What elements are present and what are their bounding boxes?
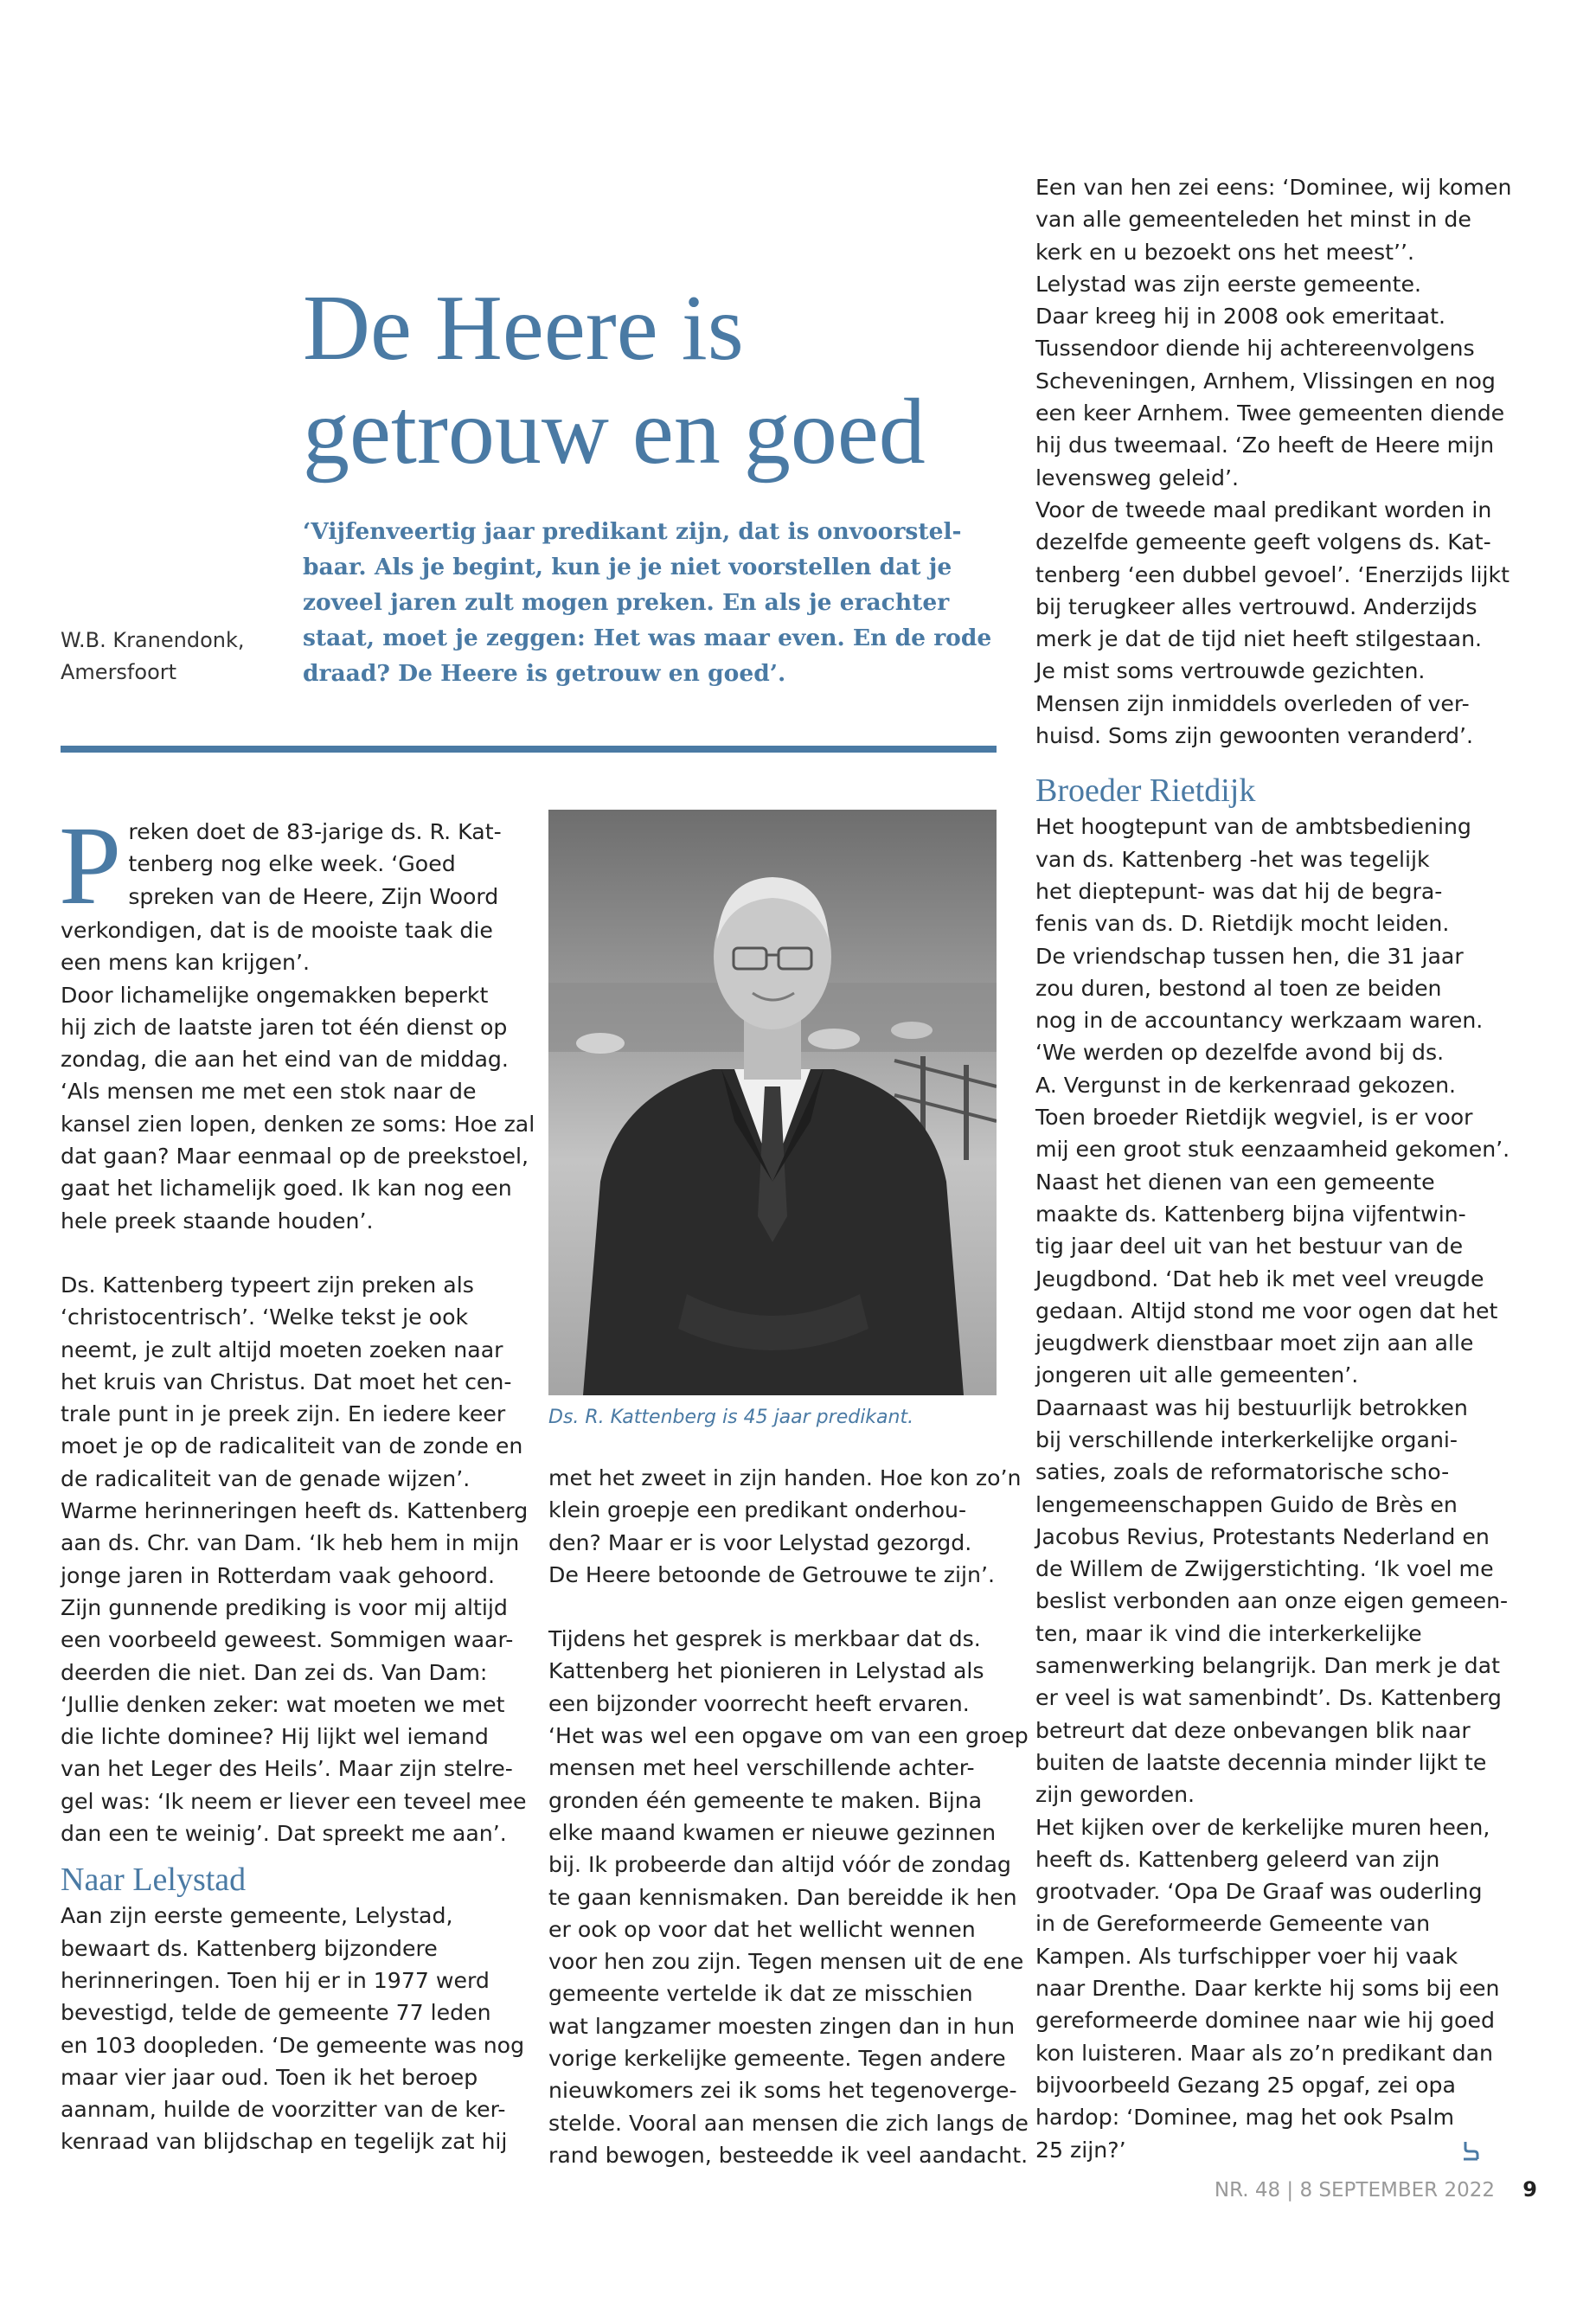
text-line: in de Gereformeerde Gemeente van xyxy=(1035,1911,1431,1937)
col1-paragraph-a xyxy=(61,914,535,1237)
intro-lines xyxy=(59,804,528,928)
text-line: gronden één gemeente te maken. Bijna xyxy=(548,1787,983,1813)
text-line: hardop: ‘Dominee, mag het ook Psalm xyxy=(1035,2105,1455,2131)
text-line: fenis van ds. D. Rietdijk mocht leiden. xyxy=(1035,911,1450,937)
lead-line: ‘Vijfenveertig jaar predikant zijn, dat is onvoorstel- xyxy=(303,518,962,545)
column-1 xyxy=(59,804,535,2158)
text-line: gereformeerde dominee naar wie hij goed xyxy=(1035,2008,1495,2034)
text-line: gel was: ‘Ik neem er liever een teveel mee xyxy=(61,1788,527,1814)
text-line: samenwerking belangrijk. Dan merk je dat xyxy=(1035,1653,1500,1679)
text-line: een voorbeeld geweest. Sommigen waar- xyxy=(61,1627,514,1653)
text-line: kansel zien lopen, denken ze soms: Hoe zal xyxy=(61,1111,535,1137)
photo-caption: Ds. R. Kattenberg is 45 jaar predikant. xyxy=(548,1407,914,1428)
author-name: W.B. Kranendonk, xyxy=(61,628,245,652)
text-line: Kattenberg het pionieren in Lelystad als xyxy=(548,1658,984,1684)
text-line: De Heere betoonde de Getrouwe te zijn’. xyxy=(548,1561,995,1587)
title-line: getrouw en goed xyxy=(303,381,926,484)
page-number: 9 xyxy=(1522,2177,1537,2202)
text-line: Kampen. Als turfschipper voer hij vaak xyxy=(1035,1943,1458,1969)
portrait-photo xyxy=(548,810,997,1395)
text-line: Daarnaast was hij bestuurlijk betrokken xyxy=(1035,1394,1468,1420)
text-line: een bijzonder voorrecht heeft ervaren. xyxy=(548,1690,970,1716)
text-line: herinneringen. Toen hij er in 1977 werd xyxy=(61,1967,490,1993)
text-line: zondag, die aan het eind van de middag. xyxy=(61,1047,509,1073)
text-line: te gaan kennismaken. Dan bereidde ik hen xyxy=(548,1884,1017,1910)
text-line: spreken van de Heere, Zijn Woord xyxy=(128,883,499,909)
text-line: het kruis van Christus. Dat moet het cen- xyxy=(61,1368,512,1394)
text-line: ‘Het was wel een opgave om van een groep xyxy=(548,1723,1029,1749)
text-line: tenberg ‘een dubbel gevoel’. ‘Enerzijds lijkt xyxy=(1035,561,1509,587)
header-divider xyxy=(61,746,997,753)
text-line: hij dus tweemaal. ‘Zo heeft de Heere mijn xyxy=(1035,433,1495,458)
text-line: levensweg geleid’. xyxy=(1035,465,1240,490)
text-line: Daar kreeg hij in 2008 ook emeritaat. xyxy=(1035,304,1445,330)
text-line: die lichte dominee? Hij lijkt wel iemand xyxy=(61,1724,489,1750)
text-line: ‘Jullie denken zeker: wat moeten we met xyxy=(61,1691,505,1717)
text-line: Het kijken over de kerkelijke muren heen, xyxy=(1035,1814,1490,1840)
text-line: er veel is wat samenbindt’. Ds. Kattenberg xyxy=(1035,1685,1502,1711)
text-line: bij. Ik probeerde dan altijd vóór de zondag xyxy=(548,1852,1011,1878)
text-line: tenberg nog elke week. ‘Goed xyxy=(128,851,456,877)
column-2 xyxy=(548,1462,1029,2171)
text-line: merk je dat de tijd niet heeft stilgestaan. xyxy=(1035,626,1483,652)
text-line: zou duren, bestond al toen ze beiden xyxy=(1035,975,1442,1001)
text-line: ‘We werden op dezelfde avond bij ds. xyxy=(1035,1040,1445,1066)
text-line: dat gaan? Maar eenmaal op de preekstoel, xyxy=(61,1144,529,1170)
text-line: van ds. Kattenberg -het was tegelijk xyxy=(1035,846,1430,872)
text-line: maar vier jaar oud. Toen ik het beroep xyxy=(61,2064,478,2090)
lead-line: staat, moet je zeggen: Het was maar even. En de rode xyxy=(303,625,992,651)
text-line: hele preek staande houden’. xyxy=(61,1208,374,1234)
text-line: het dieptepunt- was dat hij de begra- xyxy=(1035,878,1443,904)
text-line: neemt, je zult altijd moeten zoeken naar xyxy=(61,1336,503,1362)
text-line: moet je op de radicaliteit van de zonde en xyxy=(61,1433,523,1459)
text-line: jeugdwerk dienstbaar moet zijn aan alle xyxy=(1035,1330,1474,1356)
text-line: maakte ds. Kattenberg bijna vijfentwin- xyxy=(1035,1201,1466,1227)
text-line: stelde. Vooral aan mensen die zich langs de xyxy=(548,2110,1029,2136)
text-line: 25 zijn?’ xyxy=(1035,2137,1126,2163)
text-line: aannam, huilde de voorzitter van de ker- xyxy=(61,2097,506,2123)
text-line: huisd. Soms zijn gewoonten veranderd’. xyxy=(1035,723,1474,749)
text-line: bewaart ds. Kattenberg bijzondere xyxy=(61,1935,438,1961)
text-line: nieuwkomers zei ik soms het tegenoverge- xyxy=(548,2078,1017,2104)
text-line: grootvader. ‘Opa De Graaf was ouderling xyxy=(1035,1879,1483,1905)
text-line: ten, maar ik vind die interkerkelijke xyxy=(1035,1620,1422,1646)
article-title xyxy=(303,277,1029,484)
text-line: mij een groot stuk eenzaamheid gekomen’. xyxy=(1035,1137,1510,1163)
portrait-illustration xyxy=(548,810,997,1395)
text-line: reken doet de 83-jarige ds. R. Kat- xyxy=(128,819,502,844)
text-line: Tussendoor diende hij achtereenvolgens xyxy=(1035,336,1475,362)
text-line: wat langzamer moesten zingen dan in hun xyxy=(548,2013,1016,2039)
text-line: een mens kan krijgen’. xyxy=(61,950,311,976)
text-line: kenraad van blijdschap en tegelijk zat hij xyxy=(61,2129,508,2155)
text-line: met het zweet in zijn handen. Hoe kon zo’n xyxy=(548,1465,1022,1490)
text-line: dan een te weinig’. Dat spreekt me aan’. xyxy=(61,1821,507,1847)
text-line: jongeren uit alle gemeenten’. xyxy=(1035,1362,1359,1388)
text-line: Ds. Kattenberg typeert zijn preken als xyxy=(61,1272,474,1298)
col1-paragraph-c xyxy=(61,1900,528,2157)
text-line: van het Leger des Heils’. Maar zijn stelre- xyxy=(61,1756,513,1782)
text-line: Zijn gunnende prediking is voor mij altijd xyxy=(61,1594,508,1620)
col2-paragraph-b xyxy=(548,1623,1029,2171)
text-line: Een van hen zei eens: ‘Dominee, wij komen xyxy=(1035,175,1512,200)
text-line: mensen met heel verschillende achter- xyxy=(548,1755,975,1781)
text-line: naar Drenthe. Daar kerkte hij soms bij een xyxy=(1035,1976,1500,2002)
col3-paragraph-b xyxy=(1035,811,1510,2165)
text-line: dezelfde gemeente geeft volgens ds. Kat- xyxy=(1035,529,1491,555)
lead-line: baar. Als je begint, kun je je niet voorstellen dat je xyxy=(303,554,952,580)
text-line: Mensen zijn inmiddels overleden of ver- xyxy=(1035,690,1470,716)
text-line: Voor de tweede maal predikant worden in xyxy=(1035,497,1492,522)
text-line: voor hen zou zijn. Tegen mensen uit de ene xyxy=(548,1949,1024,1975)
text-line: den? Maar er is voor Lelystad gezorgd. xyxy=(548,1529,972,1555)
text-line: De vriendschap tussen hen, die 31 jaar xyxy=(1035,943,1464,969)
text-line: betreurt dat deze onbevangen blik naar xyxy=(1035,1717,1471,1743)
text-line: rand bewogen, besteedde ik veel aandacht. xyxy=(548,2142,1029,2168)
text-line: trale punt in je preek zijn. En iedere keer xyxy=(61,1401,506,1427)
text-line: klein groepje een predikant onderhou- xyxy=(548,1497,967,1523)
text-line: deerden die niet. Dan zei ds. Van Dam: xyxy=(61,1659,488,1685)
section-heading-lelystad: Naar Lelystad xyxy=(61,1862,247,1899)
text-line: bevestigd, telde de gemeente 77 leden xyxy=(61,2000,491,2026)
text-line: vorige kerkelijke gemeente. Tegen andere xyxy=(548,2046,1006,2072)
text-line: zijn geworden. xyxy=(1035,1782,1195,1808)
text-line: kerk en u bezoekt ons het meest’’. xyxy=(1035,239,1415,265)
text-line: Lelystad was zijn eerste gemeente. xyxy=(1035,271,1421,297)
text-line: en 103 doopleden. ‘De gemeente was nog xyxy=(61,2032,525,2058)
text-line: tig jaar deel uit van het bestuur van de xyxy=(1035,1234,1464,1259)
text-line: de radicaliteit van de genade wijzen’. xyxy=(61,1465,471,1491)
title-line: De Heere is xyxy=(303,277,744,380)
col3-paragraph-a xyxy=(1035,171,1512,752)
text-line: buiten de laatste decennia minder lijkt te xyxy=(1035,1749,1487,1775)
text-line: gaat het lichamelijk goed. Ik kan nog een xyxy=(61,1176,512,1202)
text-line: Aan zijn eerste gemeente, Lelystad, xyxy=(61,1903,453,1929)
text-line: saties, zoals de reformatorische scho- xyxy=(1035,1459,1450,1485)
text-line: ‘Als mensen me met een stok naar de xyxy=(61,1079,477,1105)
drop-cap: P xyxy=(59,804,122,928)
text-line: Het hoogtepunt van de ambtsbediening xyxy=(1035,814,1471,840)
text-line: een keer Arnhem. Twee gemeenten diende xyxy=(1035,401,1505,426)
text-line: gedaan. Altijd stond me voor ogen dat het xyxy=(1035,1298,1498,1324)
text-line: Je mist soms vertrouwde gezichten. xyxy=(1035,658,1426,684)
text-line: heeft ds. Kattenberg geleerd van zijn xyxy=(1035,1846,1440,1872)
text-line: aan ds. Chr. van Dam. ‘Ik heb hem in mijn xyxy=(61,1530,520,1556)
text-line: jonge jaren in Rotterdam vaak gehoord. xyxy=(61,1562,495,1588)
author-location: Amersfoort xyxy=(61,660,177,684)
text-line: Warme herinneringen heeft ds. Kattenberg xyxy=(61,1498,529,1524)
text-line: Toen broeder Rietdijk wegviel, is er voor xyxy=(1035,1105,1473,1131)
text-line: lengemeenschappen Guido de Brès en xyxy=(1035,1491,1458,1517)
text-line: Tijdens het gesprek is merkbaar dat ds. xyxy=(548,1626,981,1652)
text-line: bij terugkeer alles vertrouwd. Anderzijds xyxy=(1035,593,1477,619)
text-line: Jeugdbond. ‘Dat heb ik met veel vreugde xyxy=(1035,1266,1484,1292)
text-line: A. Vergunst in de kerkenraad gekozen. xyxy=(1035,1072,1457,1098)
text-line: bij verschillende interkerkelijke organi- xyxy=(1035,1426,1458,1452)
lead-line: zoveel jaren zult mogen preken. En als je erachter xyxy=(303,589,950,616)
col1-paragraph-b xyxy=(61,1269,528,1849)
text-line: de Willem de Zwijgerstichting. ‘Ik voel me xyxy=(1035,1556,1494,1582)
text-line: van alle gemeenteleden het minst in de xyxy=(1035,207,1471,233)
column-3 xyxy=(1035,171,1512,2166)
issue-footer: NR. 48 | 8 SEPTEMBER 2022 xyxy=(1214,2179,1495,2202)
text-line: beslist verbonden aan onze eigen gemeen- xyxy=(1035,1588,1509,1614)
author-byline xyxy=(61,625,251,689)
text-line: er ook op voor dat het wellicht wennen xyxy=(548,1916,976,1942)
text-line: Door lichamelijke ongemakken beperkt xyxy=(61,982,489,1008)
lead-paragraph xyxy=(303,514,1003,691)
section-heading-rietdijk: Broeder Rietdijk xyxy=(1035,772,1256,810)
text-line: Naast het dienen van een gemeente xyxy=(1035,1169,1435,1195)
text-line: gemeente vertelde ik dat ze misschien xyxy=(548,1981,973,2007)
text-line: nog in de accountancy werkzaam waren. xyxy=(1035,1008,1484,1034)
text-line: hij zich de laatste jaren tot één dienst op xyxy=(61,1014,508,1040)
text-line: Scheveningen, Arnhem, Vlissingen en nog xyxy=(1035,368,1496,394)
lead-line: draad? De Heere is getrouw en goed’. xyxy=(303,660,786,687)
text-line: kon luisteren. Maar als zo’n predikant dan xyxy=(1035,2040,1494,2066)
text-line: ‘christocentrisch’. ‘Welke tekst je ook xyxy=(61,1304,469,1330)
col2-paragraph-a xyxy=(548,1462,1022,1591)
text-line: elke maand kwamen er nieuwe gezinnen xyxy=(548,1819,997,1845)
text-line: bijvoorbeeld Gezang 25 opgaf, zei opa xyxy=(1035,2072,1456,2098)
text-line: Jacobus Revius, Protestants Nederland en xyxy=(1035,1523,1490,1549)
text-line: verkondigen, dat is de mooiste taak die xyxy=(61,918,493,943)
end-mark-icon xyxy=(1462,2140,1481,2161)
